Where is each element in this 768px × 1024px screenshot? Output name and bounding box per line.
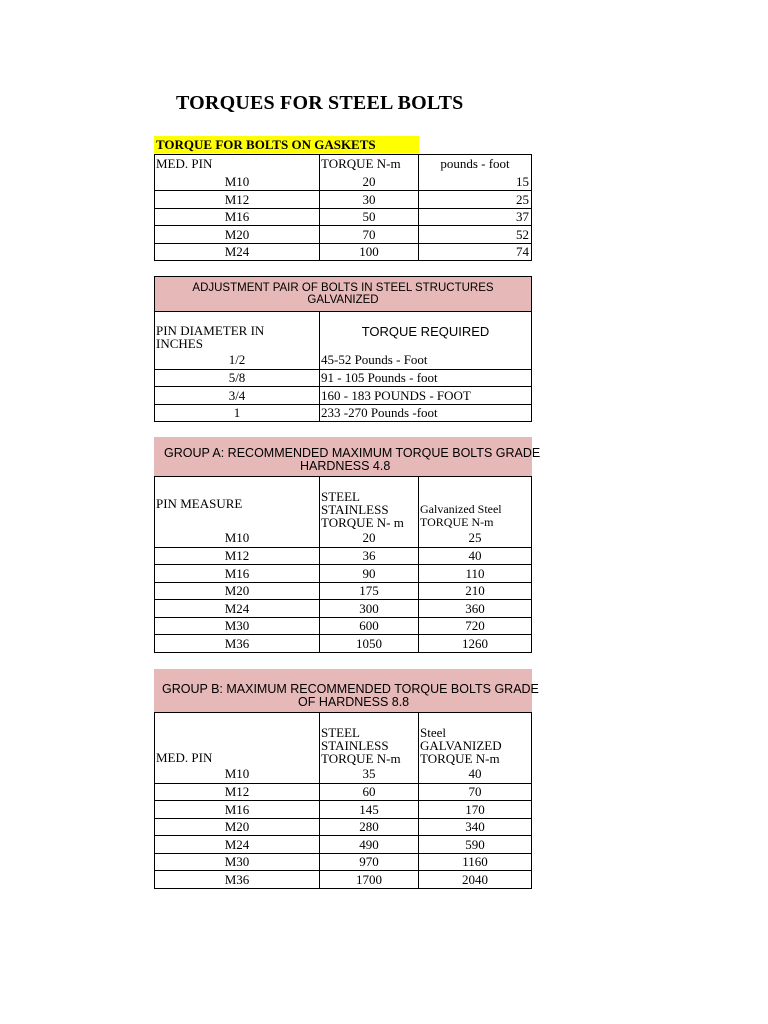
table-row [155, 765, 531, 783]
table-cell: 970 [320, 854, 419, 871]
table-cell: M16 [155, 209, 320, 226]
table-cell: 490 [320, 836, 419, 853]
header-cell: PIN MEASURE [155, 477, 320, 529]
table-cell: M36 [155, 871, 320, 888]
table-cell: M16 [155, 801, 320, 818]
table-cell: M24 [155, 836, 320, 853]
table-cell: 40 [468, 548, 482, 564]
table-row [155, 243, 531, 261]
table-cell: M30 [155, 618, 320, 635]
table-header-row [155, 477, 531, 529]
table-cell: M36 [155, 635, 320, 652]
title-line: GROUP A: RECOMMENDED MAXIMUM TORQUE BOLTS GRADE [164, 446, 541, 460]
table-cell: 91 - 105 Pounds - foot [321, 370, 438, 386]
table-cell: 233 -270 Pounds -foot [321, 405, 438, 421]
table-cell: 300 [320, 600, 419, 617]
header-cell: Galvanized Steel TORQUE N-m [420, 502, 502, 529]
table-cell: 25 [468, 530, 482, 546]
title-line: GALVANIZED [307, 294, 379, 306]
group-b-title [154, 669, 539, 712]
table-cell: 36 [320, 548, 419, 565]
table-row [155, 870, 531, 888]
table-cell: 90 [320, 565, 419, 582]
table-cell: 50 [320, 209, 419, 226]
gaskets-table [154, 154, 532, 261]
table-row [155, 800, 531, 818]
table-row [155, 634, 531, 652]
header-cell: STEEL STAINLESS TORQUE N- m [321, 489, 404, 529]
table-cell: 52 [516, 226, 529, 242]
table-cell: 2040 [462, 871, 488, 887]
table-cell: 160 - 183 POUNDS - FOOT [321, 387, 471, 403]
table-cell: 60 [320, 784, 419, 801]
table-row [155, 599, 531, 617]
header-cell: PIN DIAMETER IN INCHES [155, 312, 320, 351]
table-row [155, 369, 531, 387]
table-cell: M10 [155, 173, 320, 191]
group-a-table [154, 476, 532, 653]
table-cell: 1 [155, 405, 320, 422]
table-row [155, 564, 531, 582]
table-cell: M12 [155, 548, 320, 565]
table-row [155, 404, 531, 422]
table-cell: 170 [465, 801, 485, 817]
table-cell: 210 [465, 583, 485, 599]
table-cell: 20 [320, 173, 419, 191]
table-cell: 35 [320, 765, 419, 783]
table-cell: 1160 [462, 854, 488, 870]
table-row [155, 835, 531, 853]
table-cell: 20 [320, 529, 419, 547]
table-cell: 25 [516, 191, 529, 207]
table-cell: 74 [516, 244, 529, 260]
table-row [155, 547, 531, 565]
table-cell: 45-52 Pounds - Foot [321, 352, 428, 368]
table-cell: 360 [465, 600, 485, 616]
table-header-row [155, 713, 531, 765]
table-row [155, 190, 531, 208]
table-cell: M20 [155, 226, 320, 243]
table-cell: 40 [468, 766, 482, 782]
header-cell: TORQUE N-m [320, 155, 419, 173]
table-cell: 175 [320, 583, 419, 600]
table-cell: 145 [320, 801, 419, 818]
table-cell: 37 [516, 209, 529, 225]
group-a-title [154, 437, 541, 476]
table-cell: M20 [155, 819, 320, 836]
table-row [155, 529, 531, 547]
title-line: HARDNESS 4.8 [300, 459, 391, 473]
adjustment-table [154, 276, 532, 422]
table-cell: 70 [320, 226, 419, 243]
table-cell: M12 [155, 191, 320, 208]
table-cell: M12 [155, 784, 320, 801]
table-row [155, 351, 531, 369]
table-cell: 100 [320, 244, 419, 261]
adjustment-table-title [155, 277, 531, 312]
title-line: GROUP B: MAXIMUM RECOMMENDED TORQUE BOLTS GRADE [162, 682, 539, 696]
table-cell: 15 [516, 173, 529, 189]
header-cell: MED. PIN [155, 713, 320, 765]
table-cell: M24 [155, 600, 320, 617]
table-cell: 5/8 [155, 370, 320, 387]
title-line: ADJUSTMENT PAIR OF BOLTS IN STEEL STRUCTURES [192, 282, 494, 294]
table-row [155, 208, 531, 226]
group-b-table [154, 712, 532, 889]
table-cell: 590 [465, 836, 485, 852]
table-cell: 1700 [320, 871, 419, 888]
table-cell: 1260 [462, 635, 488, 651]
table-header-row [155, 155, 531, 173]
table-cell: 70 [468, 784, 482, 800]
table-row [155, 853, 531, 871]
header-cell: pounds - foot [440, 156, 510, 172]
table-cell: 1050 [320, 635, 419, 652]
table-row [155, 783, 531, 801]
table-cell: M20 [155, 583, 320, 600]
table-cell: 1/2 [155, 351, 320, 369]
gaskets-table-label: TORQUE FOR BOLTS ON GASKETS [154, 136, 419, 153]
table-row [155, 818, 531, 836]
table-cell: M30 [155, 854, 320, 871]
table-cell: 3/4 [155, 387, 320, 404]
title-line: OF HARDNESS 8.8 [298, 695, 410, 709]
table-cell: 340 [465, 819, 485, 835]
page-title: TORQUES FOR STEEL BOLTS [176, 92, 464, 114]
table-row [155, 386, 531, 404]
table-cell: M16 [155, 565, 320, 582]
header-cell: Steel GALVANIZED TORQUE N-m [420, 725, 502, 765]
table-cell: 30 [320, 191, 419, 208]
table-row [155, 225, 531, 243]
header-cell: STEEL STAINLESS TORQUE N-m [321, 725, 401, 765]
table-row [155, 582, 531, 600]
table-row [155, 173, 531, 191]
table-cell: M24 [155, 244, 320, 261]
table-cell: 280 [320, 819, 419, 836]
table-row [155, 617, 531, 635]
table-cell: M10 [155, 529, 320, 547]
table-cell: 110 [465, 565, 485, 581]
header-cell: TORQUE REQUIRED [361, 324, 490, 339]
table-cell: M10 [155, 765, 320, 783]
table-cell: 600 [320, 618, 419, 635]
table-cell: 720 [465, 618, 485, 634]
header-cell: MED. PIN [155, 155, 320, 173]
table-header-row [155, 312, 531, 351]
